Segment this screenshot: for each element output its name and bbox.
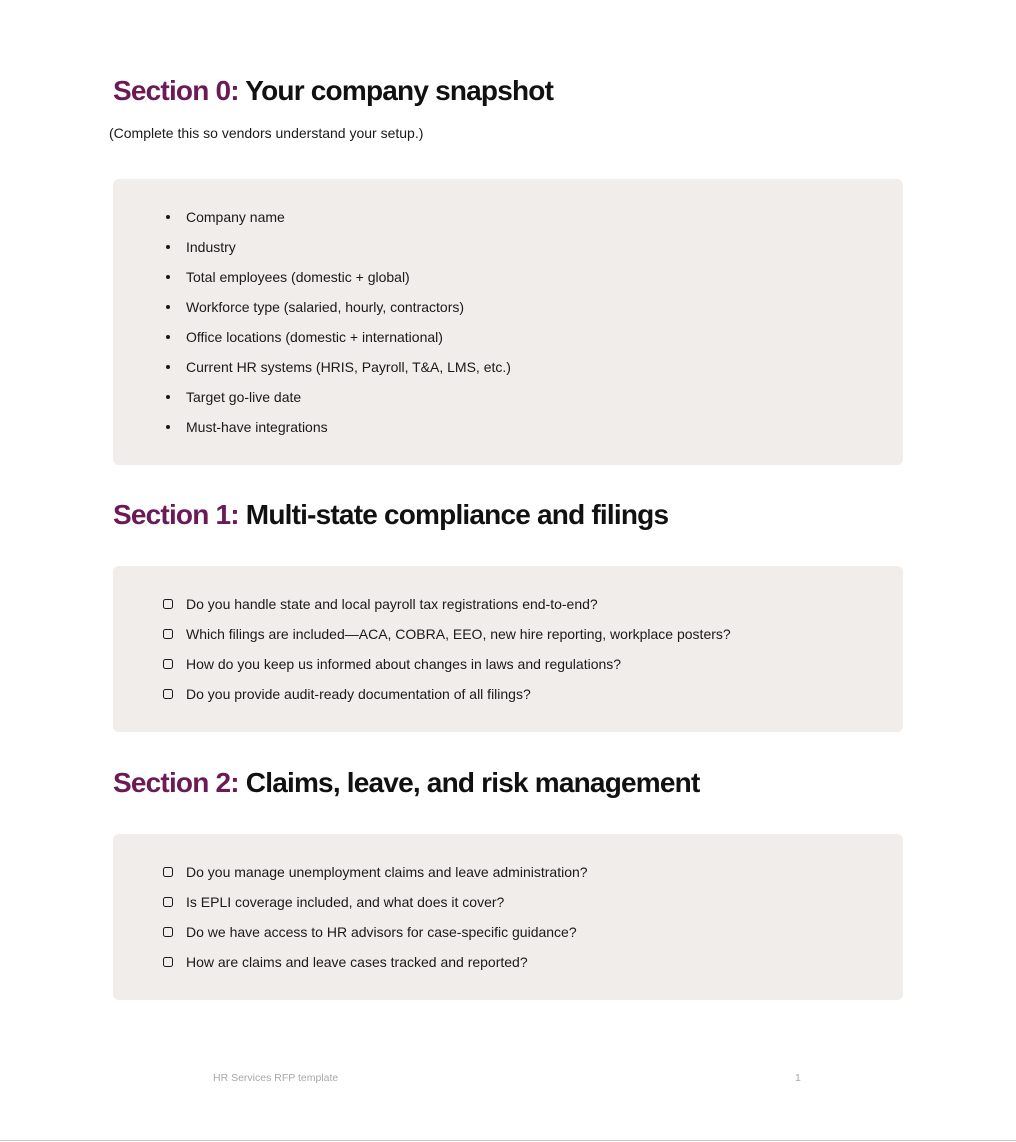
list-item-text: Workforce type (salaried, hourly, contractors) — [186, 299, 465, 315]
checklist-item[interactable] — [113, 626, 903, 656]
bullet-icon — [166, 425, 170, 429]
checklist-item-text: Do you provide audit-ready documentation of all filings? — [186, 686, 531, 702]
list-item-text: Current HR systems (HRIS, Payroll, T&A, LMS, etc.) — [186, 359, 511, 375]
list-item-text: Office locations (domestic + international) — [186, 329, 443, 345]
checklist-item[interactable] — [113, 924, 903, 954]
bullet-icon — [166, 215, 170, 219]
bullet-icon — [166, 275, 170, 279]
checklist-item[interactable] — [113, 656, 903, 686]
checklist-item[interactable] — [113, 596, 903, 626]
compliance-checklist — [113, 596, 903, 716]
list-item-text: Company name — [186, 209, 285, 225]
section-0-box — [113, 179, 903, 465]
checklist-item-text: Do we have access to HR advisors for case-specific guidance? — [186, 924, 577, 940]
checklist-item[interactable] — [113, 954, 903, 984]
checkbox-icon[interactable] — [163, 957, 173, 967]
checklist-item[interactable] — [113, 864, 903, 894]
checkbox-icon[interactable] — [163, 659, 173, 669]
section-2-box — [113, 834, 903, 1000]
checkbox-icon[interactable] — [163, 599, 173, 609]
bullet-icon — [166, 365, 170, 369]
footer-document-title: HR Services RFP template — [213, 1072, 339, 1084]
checkbox-icon[interactable] — [163, 629, 173, 639]
checklist-item[interactable] — [113, 894, 903, 924]
section-1-title: Multi-state compliance and filings — [245, 499, 669, 530]
claims-checklist — [113, 864, 903, 984]
list-item — [113, 209, 903, 239]
section-1-heading — [113, 499, 668, 531]
section-0-subtitle: (Complete this so vendors understand your setup.) — [109, 125, 424, 141]
bullet-icon — [166, 335, 170, 339]
list-item — [113, 329, 903, 359]
section-0-title: Your company snapshot — [245, 75, 554, 106]
list-item — [113, 389, 903, 419]
page-bottom-border — [0, 1140, 1016, 1141]
list-item-text: Target go-live date — [186, 389, 302, 405]
checklist-item-text: Is EPLI coverage included, and what does it cover? — [186, 894, 505, 910]
list-item-text: Total employees (domestic + global) — [186, 269, 410, 285]
section-1-box — [113, 566, 903, 732]
bullet-icon — [166, 395, 170, 399]
section-0-heading — [113, 75, 553, 107]
section-1-prefix: Section 1: — [113, 499, 239, 530]
checkbox-icon[interactable] — [163, 689, 173, 699]
checklist-item[interactable] — [113, 686, 903, 716]
list-item-text: Industry — [186, 239, 236, 255]
bullet-icon — [166, 305, 170, 309]
checkbox-icon[interactable] — [163, 897, 173, 907]
checklist-item-text: How do you keep us informed about changes in laws and regulations? — [186, 656, 622, 672]
section-2-title: Claims, leave, and risk management — [245, 767, 700, 798]
checklist-item-text: Do you handle state and local payroll tax registrations end-to-end? — [186, 596, 598, 612]
list-item — [113, 359, 903, 389]
section-0-prefix: Section 0: — [113, 75, 239, 106]
list-item — [113, 269, 903, 299]
checkbox-icon[interactable] — [163, 927, 173, 937]
company-snapshot-list — [113, 209, 903, 449]
checklist-item-text: Do you manage unemployment claims and leave administration? — [186, 864, 588, 880]
bullet-icon — [166, 245, 170, 249]
section-2-heading — [113, 767, 699, 799]
footer-page-number: 1 — [795, 1072, 801, 1084]
checklist-item-text: Which filings are included—ACA, COBRA, EEO, new hire reporting, workplace posters? — [186, 626, 731, 642]
list-item — [113, 239, 903, 269]
checklist-item-text: How are claims and leave cases tracked and reported? — [186, 954, 528, 970]
list-item-text: Must-have integrations — [186, 419, 328, 435]
checkbox-icon[interactable] — [163, 867, 173, 877]
section-2-prefix: Section 2: — [113, 767, 239, 798]
list-item — [113, 299, 903, 329]
list-item — [113, 419, 903, 449]
